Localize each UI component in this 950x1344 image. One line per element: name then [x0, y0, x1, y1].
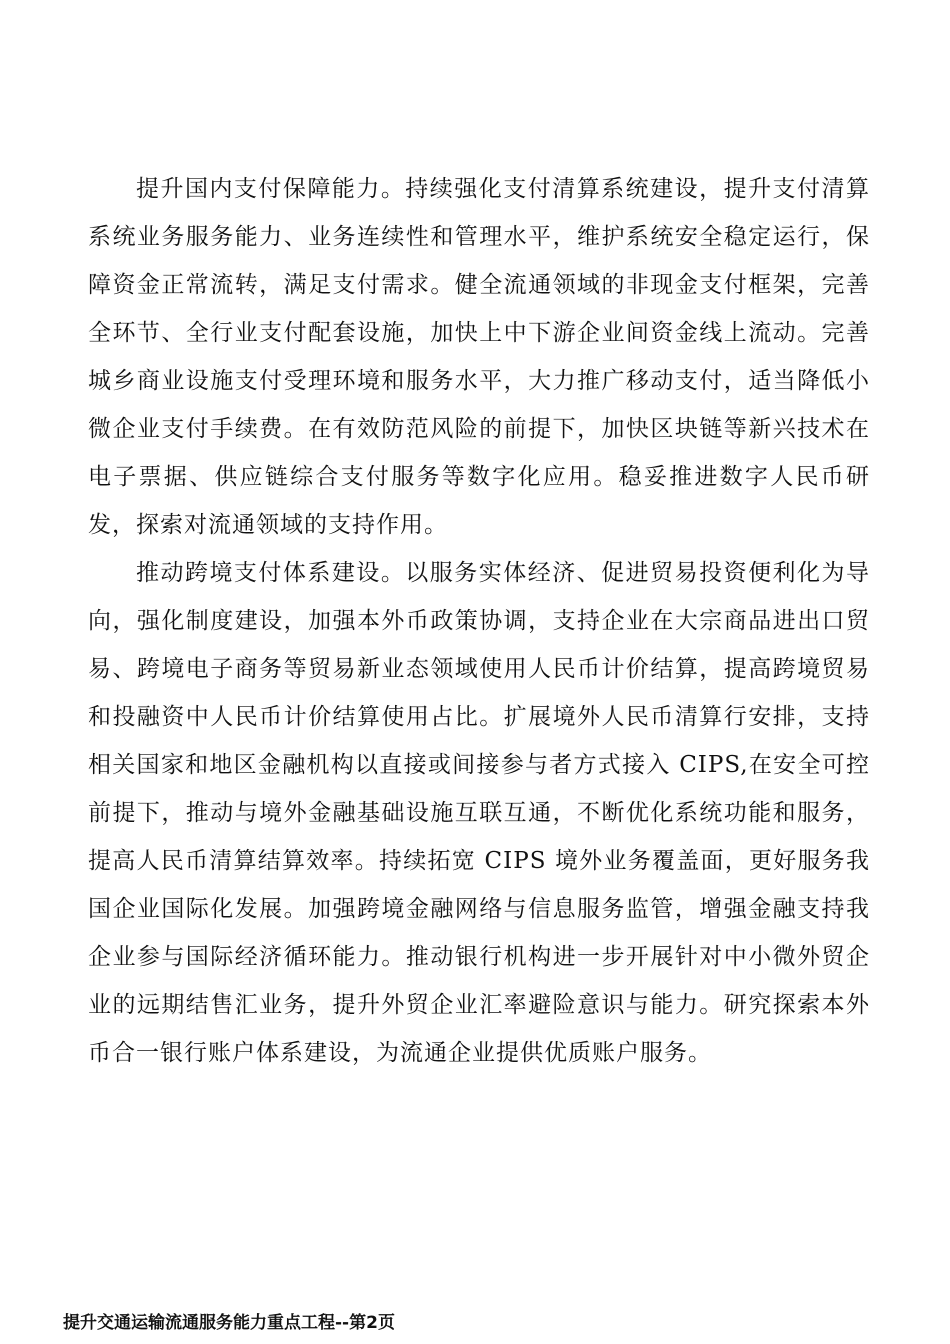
document-body — [88, 165, 870, 1077]
paragraph-domestic-payment: 提升国内支付保障能力。持续强化支付清算系统建设，提升支付清算系统业务服务能力、业务连续性和管理水平，维护系统安全稳定运行，保障资金正常流转，满足支付需求。健全流通领域的非现金支付框架，完善全环节、全行业支付配套设施，加快上中下游企业间资金线上流动。完善城乡商业设施支付受理环境和服务水平，大力推广移动支付，适当降低小微企业支付手续费。在有效防范风险的前提下，加快区块链等新兴技术在电子票据、供应链综合支付服务等数字化应用。稳妥推进数字人民币研发，探索对流通领域的支持作用。 — [88, 176, 870, 538]
page-footer: 提升交通运输流通服务能力重点工程--第2页 — [63, 1313, 395, 1333]
paragraph-cross-border-payment: 推动跨境支付体系建设。以服务实体经济、促进贸易投资便利化为导向，强化制度建设，加强本外币政策协调，支持企业在大宗商品进出口贸易、跨境电子商务等贸易新业态领域使用人民币计价结算，提高跨境贸易和投融资中人民币计价结算使用占比。扩展境外人民币清算行安排，支持相关国家和地区金融机构以直接或间接参与者方式接入 CIPS,在安全可控前提下，推动与境外金融基础设施互联互通，不断优化系统功能和服务，提高人民币清算结算效率。持续拓宽 CIPS 境外业务覆盖面，更好服务我国企业国际化发展。加强跨境金融网络与信息服务监管，增强金融支持我企业参与国际经济循环能力。推动银行机构进一步开展针对中小微外贸企业的远期结售汇业务，提升外贸企业汇率避险意识与能力。研究探索本外币合一银行账户体系建设，为流通企业提供优质账户服务。 — [88, 560, 870, 1066]
